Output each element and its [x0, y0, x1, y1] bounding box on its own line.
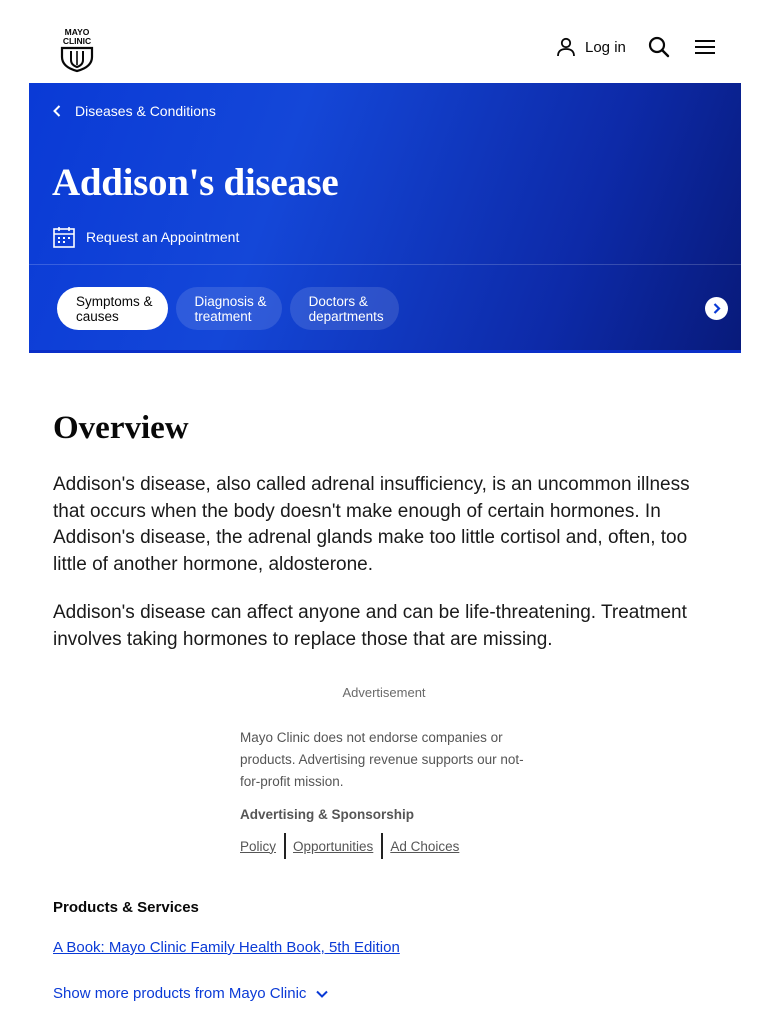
tab-label-line1: Symptoms &	[76, 293, 153, 309]
hero-bottom-border	[29, 350, 741, 353]
product-link[interactable]: A Book: Mayo Clinic Family Health Book, 5th Edition	[53, 939, 400, 956]
overview-paragraph-1: Addison's disease, also called adrenal insufficiency, is an uncommon illness that occurs when the body doesn't make enough of certain hormones. In Addison's disease, the adrenal glands make too little cortisol and, often, too little of another hormone, aldosterone.	[53, 474, 690, 575]
tab-label-line2: treatment	[194, 308, 252, 324]
section-heading-overview: Overview	[53, 410, 189, 446]
menu-button[interactable]	[695, 39, 715, 55]
menu-icon	[695, 39, 715, 55]
breadcrumb-label: Diseases & Conditions	[75, 103, 216, 119]
page-title: Addison's disease	[52, 161, 339, 204]
tab-label-line2: causes	[76, 308, 119, 324]
user-icon	[556, 37, 576, 57]
show-more-label: Show more products from Mayo Clinic	[53, 985, 307, 1002]
products-heading: Products & Services	[53, 899, 199, 916]
divider	[381, 833, 383, 859]
login-label: Log in	[585, 38, 626, 56]
ad-sponsorship-heading: Advertising & Sponsorship	[240, 807, 415, 822]
tab-diagnosis-treatment[interactable]	[176, 287, 282, 330]
search-icon	[648, 36, 670, 58]
site-header	[0, 0, 768, 83]
tabs-next-button[interactable]	[705, 297, 728, 320]
search-button[interactable]	[648, 36, 670, 58]
appointment-label: Request an Appointment	[86, 229, 240, 245]
ad-links	[240, 833, 459, 859]
hero-banner	[29, 83, 741, 353]
tab-label-line1: Doctors &	[308, 293, 368, 309]
svg-text:CLINIC: CLINIC	[62, 36, 92, 46]
divider	[284, 833, 286, 859]
advertisement-label: Advertisement	[342, 685, 426, 700]
tab-doctors-departments[interactable]	[290, 287, 399, 330]
tab-label-line2: departments	[308, 308, 384, 324]
overview-paragraph-2: Addison's disease can affect anyone and can be life-threatening. Treatment involves taking hormones to replace those that are missing.	[53, 602, 687, 650]
tab-symptoms-causes[interactable]	[57, 287, 168, 330]
chevron-right-icon	[713, 303, 721, 314]
show-more-products-button[interactable]	[53, 985, 328, 1002]
ad-opportunities-link[interactable]: Opportunities	[293, 838, 374, 854]
ad-choices-link[interactable]: Ad Choices	[390, 838, 460, 854]
section-tabs	[57, 287, 407, 330]
calendar-icon	[53, 226, 75, 248]
hero-divider	[29, 264, 741, 265]
ad-policy-link[interactable]: Policy	[240, 838, 277, 854]
svg-text:MAYO: MAYO	[64, 27, 90, 37]
chevron-left-icon	[53, 105, 61, 117]
login-button[interactable]	[556, 34, 626, 60]
chevron-down-icon	[316, 990, 328, 998]
mayo-clinic-logo[interactable]	[57, 27, 97, 73]
tab-label-line1: Diagnosis &	[194, 293, 267, 309]
request-appointment-link[interactable]	[53, 226, 239, 248]
breadcrumb[interactable]	[53, 103, 216, 119]
ad-disclaimer: Mayo Clinic does not endorse companies or products. Advertising revenue supports our not-for-profit mission.	[240, 730, 524, 789]
